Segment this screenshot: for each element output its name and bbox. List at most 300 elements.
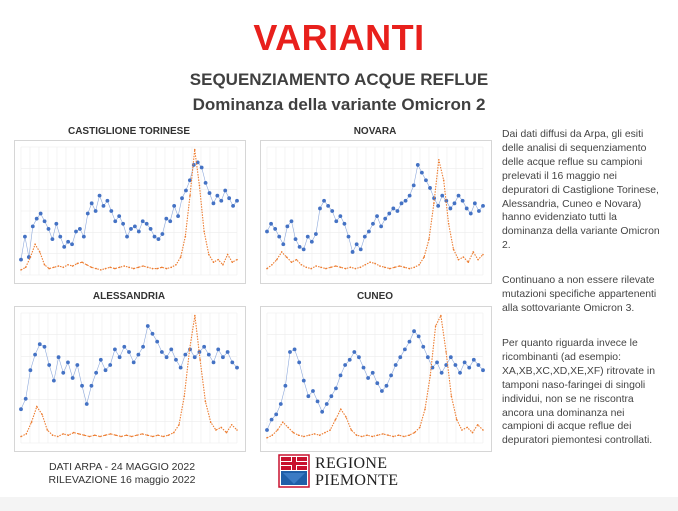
data-point-wastewater	[380, 389, 384, 393]
data-point-cases	[324, 432, 326, 434]
data-point-wastewater	[94, 371, 98, 375]
data-point-cases	[194, 149, 196, 151]
data-point-wastewater	[215, 194, 219, 198]
data-point-wastewater	[355, 242, 359, 246]
data-point-wastewater	[297, 361, 301, 365]
data-point-cases	[482, 254, 484, 256]
data-point-cases	[68, 434, 70, 436]
data-point-wastewater	[145, 222, 149, 226]
data-point-cases	[303, 436, 305, 438]
data-point-wastewater	[339, 374, 343, 378]
data-point-cases	[423, 256, 425, 258]
data-point-wastewater	[137, 230, 141, 234]
data-point-wastewater	[149, 227, 153, 231]
data-point-cases	[399, 265, 401, 267]
data-point-wastewater	[212, 361, 216, 365]
page-title: VARIANTI	[253, 17, 425, 58]
sidebar-text-3	[502, 337, 662, 448]
data-point-cases	[438, 159, 440, 161]
data-point-wastewater	[38, 342, 42, 346]
data-point-wastewater	[408, 340, 412, 344]
data-point-cases	[119, 267, 121, 269]
data-point-cases	[419, 427, 421, 429]
data-point-cases	[296, 259, 298, 261]
data-point-cases	[25, 433, 27, 435]
data-point-cases	[482, 429, 484, 431]
data-point-cases	[364, 264, 366, 266]
data-point-wastewater	[57, 355, 61, 359]
data-point-wastewater	[347, 235, 351, 239]
data-point-wastewater	[469, 212, 473, 216]
data-point-wastewater	[223, 189, 227, 193]
data-point-wastewater	[375, 214, 379, 218]
data-point-cases	[109, 267, 111, 269]
data-point-cases	[443, 179, 445, 181]
data-point-cases	[308, 434, 310, 436]
data-point-wastewater	[302, 379, 306, 383]
data-point-wastewater	[279, 402, 283, 406]
data-point-cases	[456, 419, 458, 421]
data-point-cases	[199, 185, 201, 187]
data-point-wastewater	[318, 207, 322, 211]
data-point-wastewater	[70, 242, 74, 246]
data-point-cases	[359, 267, 361, 269]
data-point-cases	[222, 264, 224, 266]
data-point-cases	[30, 256, 32, 258]
data-point-cases	[445, 351, 447, 353]
data-point-wastewater	[39, 212, 43, 216]
data-point-wastewater	[151, 332, 155, 336]
data-point-wastewater	[440, 194, 444, 198]
data-point-cases	[215, 429, 217, 431]
data-point-cases	[162, 436, 164, 438]
data-point-cases	[384, 267, 386, 269]
data-point-wastewater	[141, 345, 145, 349]
data-point-wastewater	[359, 248, 363, 252]
data-point-wastewater	[288, 350, 292, 354]
data-point-cases	[408, 434, 410, 436]
data-point-wastewater	[412, 184, 416, 188]
data-point-wastewater	[389, 374, 393, 378]
data-point-wastewater	[461, 199, 465, 203]
data-point-wastewater	[109, 209, 113, 213]
data-point-wastewater	[47, 363, 51, 367]
data-point-cases	[34, 243, 36, 245]
data-point-wastewater	[47, 227, 51, 231]
data-point-wastewater	[51, 237, 55, 241]
data-point-cases	[44, 264, 46, 266]
data-point-wastewater	[132, 361, 136, 365]
data-point-wastewater	[428, 186, 432, 190]
data-point-wastewater	[367, 230, 371, 234]
data-point-wastewater	[403, 348, 407, 352]
data-point-wastewater	[169, 348, 173, 352]
data-point-cases	[298, 434, 300, 436]
data-point-cases	[136, 434, 138, 436]
data-point-cases	[141, 433, 143, 435]
data-point-wastewater	[362, 366, 366, 370]
data-point-wastewater	[421, 345, 425, 349]
data-point-cases	[319, 434, 321, 436]
data-point-wastewater	[43, 219, 47, 223]
data-point-cases	[67, 264, 69, 266]
logo-line-2: PIEMONTE	[315, 472, 399, 489]
data-point-cases	[126, 434, 128, 436]
data-point-wastewater	[334, 219, 338, 223]
data-point-wastewater	[426, 355, 430, 359]
data-point-wastewater	[216, 348, 220, 352]
data-point-wastewater	[371, 222, 375, 226]
data-point-cases	[184, 395, 186, 397]
data-point-cases	[89, 436, 91, 438]
data-point-cases	[78, 433, 80, 435]
data-point-wastewater	[400, 201, 404, 205]
data-point-wastewater	[325, 402, 329, 406]
data-point-wastewater	[157, 237, 161, 241]
data-point-cases	[271, 434, 273, 436]
data-point-wastewater	[174, 358, 178, 362]
sidebar-text	[502, 128, 662, 253]
data-point-wastewater	[71, 376, 75, 380]
data-point-wastewater	[74, 230, 78, 234]
logo-text	[315, 455, 398, 489]
data-point-wastewater	[31, 224, 35, 228]
data-point-wastewater	[440, 371, 444, 375]
data-point-wastewater	[19, 258, 23, 262]
data-point-wastewater	[383, 217, 387, 221]
footer-line-1: DATI ARPA - 24 MAGGIO 2022	[48, 461, 196, 473]
data-point-wastewater	[219, 199, 223, 203]
data-point-cases	[277, 429, 279, 431]
data-point-wastewater	[294, 237, 298, 241]
data-point-cases	[36, 406, 38, 408]
data-point-cases	[350, 429, 352, 431]
data-point-cases	[199, 359, 201, 361]
data-point-cases	[178, 424, 180, 426]
data-point-cases	[128, 267, 130, 269]
data-point-cases	[345, 268, 347, 270]
data-point-cases	[161, 267, 163, 269]
data-point-cases	[217, 259, 219, 261]
data-point-wastewater	[363, 235, 367, 239]
data-point-wastewater	[43, 345, 47, 349]
data-point-wastewater	[192, 163, 196, 167]
data-point-wastewater	[61, 371, 65, 375]
data-point-wastewater	[351, 250, 355, 254]
data-point-cases	[477, 424, 479, 426]
data-point-wastewater	[408, 194, 412, 198]
data-point-cases	[372, 436, 374, 438]
data-point-wastewater	[424, 178, 428, 182]
data-point-wastewater	[207, 353, 211, 357]
data-point-cases	[424, 408, 426, 410]
data-point-cases	[147, 267, 149, 269]
data-point-wastewater	[281, 242, 285, 246]
data-point-wastewater	[133, 224, 137, 228]
chart-plot	[15, 141, 245, 283]
data-point-wastewater	[202, 345, 206, 349]
data-point-wastewater	[66, 361, 70, 365]
data-point-wastewater	[117, 214, 121, 218]
data-point-cases	[374, 263, 376, 265]
data-point-wastewater	[179, 366, 183, 370]
data-point-cases	[25, 267, 27, 269]
data-point-cases	[156, 268, 158, 270]
footer-source	[22, 461, 222, 487]
data-point-wastewater	[277, 235, 281, 239]
data-point-cases	[414, 432, 416, 434]
data-point-cases	[232, 261, 234, 263]
data-point-wastewater	[208, 191, 212, 195]
data-point-wastewater	[104, 368, 108, 372]
data-point-cases	[320, 267, 322, 269]
data-point-wastewater	[385, 384, 389, 388]
data-point-cases	[466, 427, 468, 429]
data-point-wastewater	[227, 196, 231, 200]
data-point-wastewater	[477, 363, 481, 367]
data-point-wastewater	[302, 248, 306, 252]
data-point-cases	[226, 432, 228, 434]
data-point-cases	[335, 265, 337, 267]
data-point-wastewater	[108, 363, 112, 367]
data-point-cases	[435, 325, 437, 327]
data-point-wastewater	[453, 201, 457, 205]
data-point-wastewater	[436, 204, 440, 208]
data-point-cases	[387, 434, 389, 436]
data-point-cases	[281, 251, 283, 253]
data-point-wastewater	[467, 366, 471, 370]
data-point-wastewater	[54, 222, 58, 226]
data-point-wastewater	[352, 350, 356, 354]
data-point-wastewater	[290, 219, 294, 223]
data-point-wastewater	[90, 384, 94, 388]
data-point-cases	[394, 267, 396, 269]
data-point-cases	[356, 434, 358, 436]
data-point-cases	[99, 436, 101, 438]
data-point-cases	[180, 256, 182, 258]
data-point-cases	[185, 236, 187, 238]
data-point-wastewater	[394, 363, 398, 367]
data-point-wastewater	[86, 212, 90, 216]
data-point-wastewater	[75, 363, 79, 367]
data-point-wastewater	[155, 340, 159, 344]
data-point-wastewater	[270, 418, 274, 422]
data-point-cases	[170, 267, 172, 269]
data-point-cases	[282, 421, 284, 423]
chart-plot	[261, 141, 491, 283]
data-point-wastewater	[35, 217, 39, 221]
chart-title-castiglione: CASTIGLIONE TORINESE	[67, 126, 191, 137]
data-point-cases	[236, 429, 238, 431]
sidebar-paragraph-2: Continuano a non essere rilevate mutazioni specifiche appartenenti alla sottovariante Omicron 3.	[502, 275, 657, 314]
data-point-cases	[461, 429, 463, 431]
data-point-cases	[310, 268, 312, 270]
data-point-cases	[305, 267, 307, 269]
data-point-wastewater	[98, 194, 102, 198]
data-point-cases	[120, 436, 122, 438]
data-point-cases	[428, 238, 430, 240]
data-point-wastewater	[404, 199, 408, 203]
data-point-wastewater	[412, 329, 416, 333]
data-point-wastewater	[160, 232, 164, 236]
data-point-wastewater	[160, 350, 164, 354]
data-point-cases	[453, 249, 455, 251]
data-point-wastewater	[180, 196, 184, 200]
data-point-cases	[133, 268, 135, 270]
data-point-wastewater	[283, 384, 287, 388]
data-point-wastewater	[330, 209, 334, 213]
data-point-cases	[477, 259, 479, 261]
data-point-wastewater	[78, 227, 82, 231]
data-point-cases	[418, 264, 420, 266]
data-point-cases	[39, 251, 41, 253]
data-point-cases	[458, 259, 460, 261]
data-point-wastewater	[265, 230, 269, 234]
data-point-wastewater	[306, 235, 310, 239]
data-point-cases	[276, 259, 278, 261]
data-point-wastewater	[141, 219, 145, 223]
data-point-cases	[20, 269, 22, 271]
data-point-wastewater	[122, 345, 126, 349]
data-point-wastewater	[273, 227, 277, 231]
data-point-cases	[138, 267, 140, 269]
data-point-wastewater	[314, 232, 318, 236]
data-point-wastewater	[33, 353, 37, 357]
data-point-cases	[168, 434, 170, 436]
data-point-cases	[52, 434, 54, 436]
data-point-wastewater	[396, 209, 400, 213]
data-point-wastewater	[348, 358, 352, 362]
chart-castiglione	[14, 140, 246, 284]
data-point-cases	[208, 254, 210, 256]
data-point-cases	[340, 408, 342, 410]
sidebar-text-2	[502, 274, 662, 316]
data-point-wastewater	[102, 204, 106, 208]
data-point-wastewater	[285, 224, 289, 228]
data-point-cases	[72, 265, 74, 267]
chart-title-novara: NOVARA	[353, 126, 397, 137]
data-point-wastewater	[85, 402, 89, 406]
data-point-cases	[77, 263, 79, 265]
data-point-cases	[314, 433, 316, 435]
data-point-cases	[48, 268, 50, 270]
data-point-wastewater	[184, 189, 188, 193]
data-point-cases	[91, 267, 93, 269]
data-point-wastewater	[357, 355, 361, 359]
data-point-cases	[205, 401, 207, 403]
data-point-cases	[266, 437, 268, 439]
data-point-wastewater	[420, 171, 424, 175]
data-point-wastewater	[136, 353, 140, 357]
data-point-wastewater	[118, 355, 122, 359]
data-point-wastewater	[371, 371, 375, 375]
page-subtitle: SEQUENZIAMENTO ACQUE REFLUE	[189, 70, 489, 89]
data-point-cases	[227, 254, 229, 256]
bottom-band	[0, 497, 678, 511]
data-point-wastewater	[326, 204, 330, 208]
data-point-wastewater	[19, 407, 23, 411]
data-point-cases	[100, 269, 102, 271]
data-point-cases	[95, 268, 97, 270]
data-point-wastewater	[334, 387, 338, 391]
data-point-wastewater	[435, 361, 439, 365]
data-point-wastewater	[449, 355, 453, 359]
data-point-cases	[293, 432, 295, 434]
data-point-cases	[472, 432, 474, 434]
data-point-wastewater	[24, 397, 28, 401]
data-point-wastewater	[94, 209, 98, 213]
chart-plot	[15, 307, 245, 451]
chart-cuneo	[260, 306, 492, 452]
logo-line-1: REGIONE	[315, 455, 388, 472]
data-point-cases	[329, 429, 331, 431]
data-point-wastewater	[62, 245, 66, 249]
data-point-wastewater	[472, 358, 476, 362]
data-point-wastewater	[322, 199, 326, 203]
data-point-cases	[301, 264, 303, 266]
data-point-cases	[152, 436, 154, 438]
data-point-wastewater	[183, 353, 187, 357]
data-point-wastewater	[90, 201, 94, 205]
data-point-wastewater	[172, 204, 176, 208]
data-point-wastewater	[343, 363, 347, 367]
data-point-cases	[142, 265, 144, 267]
data-point-wastewater	[320, 410, 324, 414]
data-point-wastewater	[226, 350, 230, 354]
data-point-wastewater	[298, 245, 302, 249]
data-point-wastewater	[329, 394, 333, 398]
data-point-cases	[157, 434, 159, 436]
data-point-wastewater	[375, 381, 379, 385]
data-point-cases	[451, 395, 453, 397]
chart-plot	[261, 307, 491, 451]
data-point-wastewater	[52, 379, 56, 383]
data-point-wastewater	[398, 355, 402, 359]
data-point-cases	[62, 433, 64, 435]
sidebar-paragraph-3: Per quanto riguarda invece le ricombinanti (ad esempio: XA,XB,XC,XD,XE,XF) ritrovate in tamponi naso-faringei di singoli individui, non se ne riscontra ancora una dominanza nei campioni di acque reflue dei depuratori piemontesi controllati.	[502, 338, 656, 447]
data-point-wastewater	[28, 368, 32, 372]
data-point-cases	[189, 349, 191, 351]
data-point-cases	[62, 267, 64, 269]
data-point-cases	[152, 268, 154, 270]
data-point-cases	[41, 414, 43, 416]
data-point-wastewater	[125, 235, 129, 239]
data-point-wastewater	[23, 235, 27, 239]
data-point-cases	[389, 268, 391, 270]
data-point-cases	[175, 264, 177, 266]
data-point-wastewater	[265, 428, 269, 432]
data-point-wastewater	[235, 199, 239, 203]
data-point-wastewater	[200, 166, 204, 170]
data-point-cases	[287, 427, 289, 429]
shield-icon	[278, 454, 310, 488]
data-point-cases	[173, 432, 175, 434]
data-point-cases	[315, 265, 317, 267]
data-point-cases	[291, 261, 293, 263]
data-point-wastewater	[66, 240, 70, 244]
data-point-cases	[231, 424, 233, 426]
data-point-wastewater	[481, 204, 485, 208]
data-point-cases	[203, 231, 205, 233]
data-point-cases	[210, 421, 212, 423]
data-point-wastewater	[106, 199, 110, 203]
data-point-cases	[86, 264, 88, 266]
data-point-cases	[472, 251, 474, 253]
data-point-cases	[166, 268, 168, 270]
data-point-wastewater	[164, 217, 168, 221]
data-point-cases	[31, 421, 33, 423]
data-point-wastewater	[387, 212, 391, 216]
